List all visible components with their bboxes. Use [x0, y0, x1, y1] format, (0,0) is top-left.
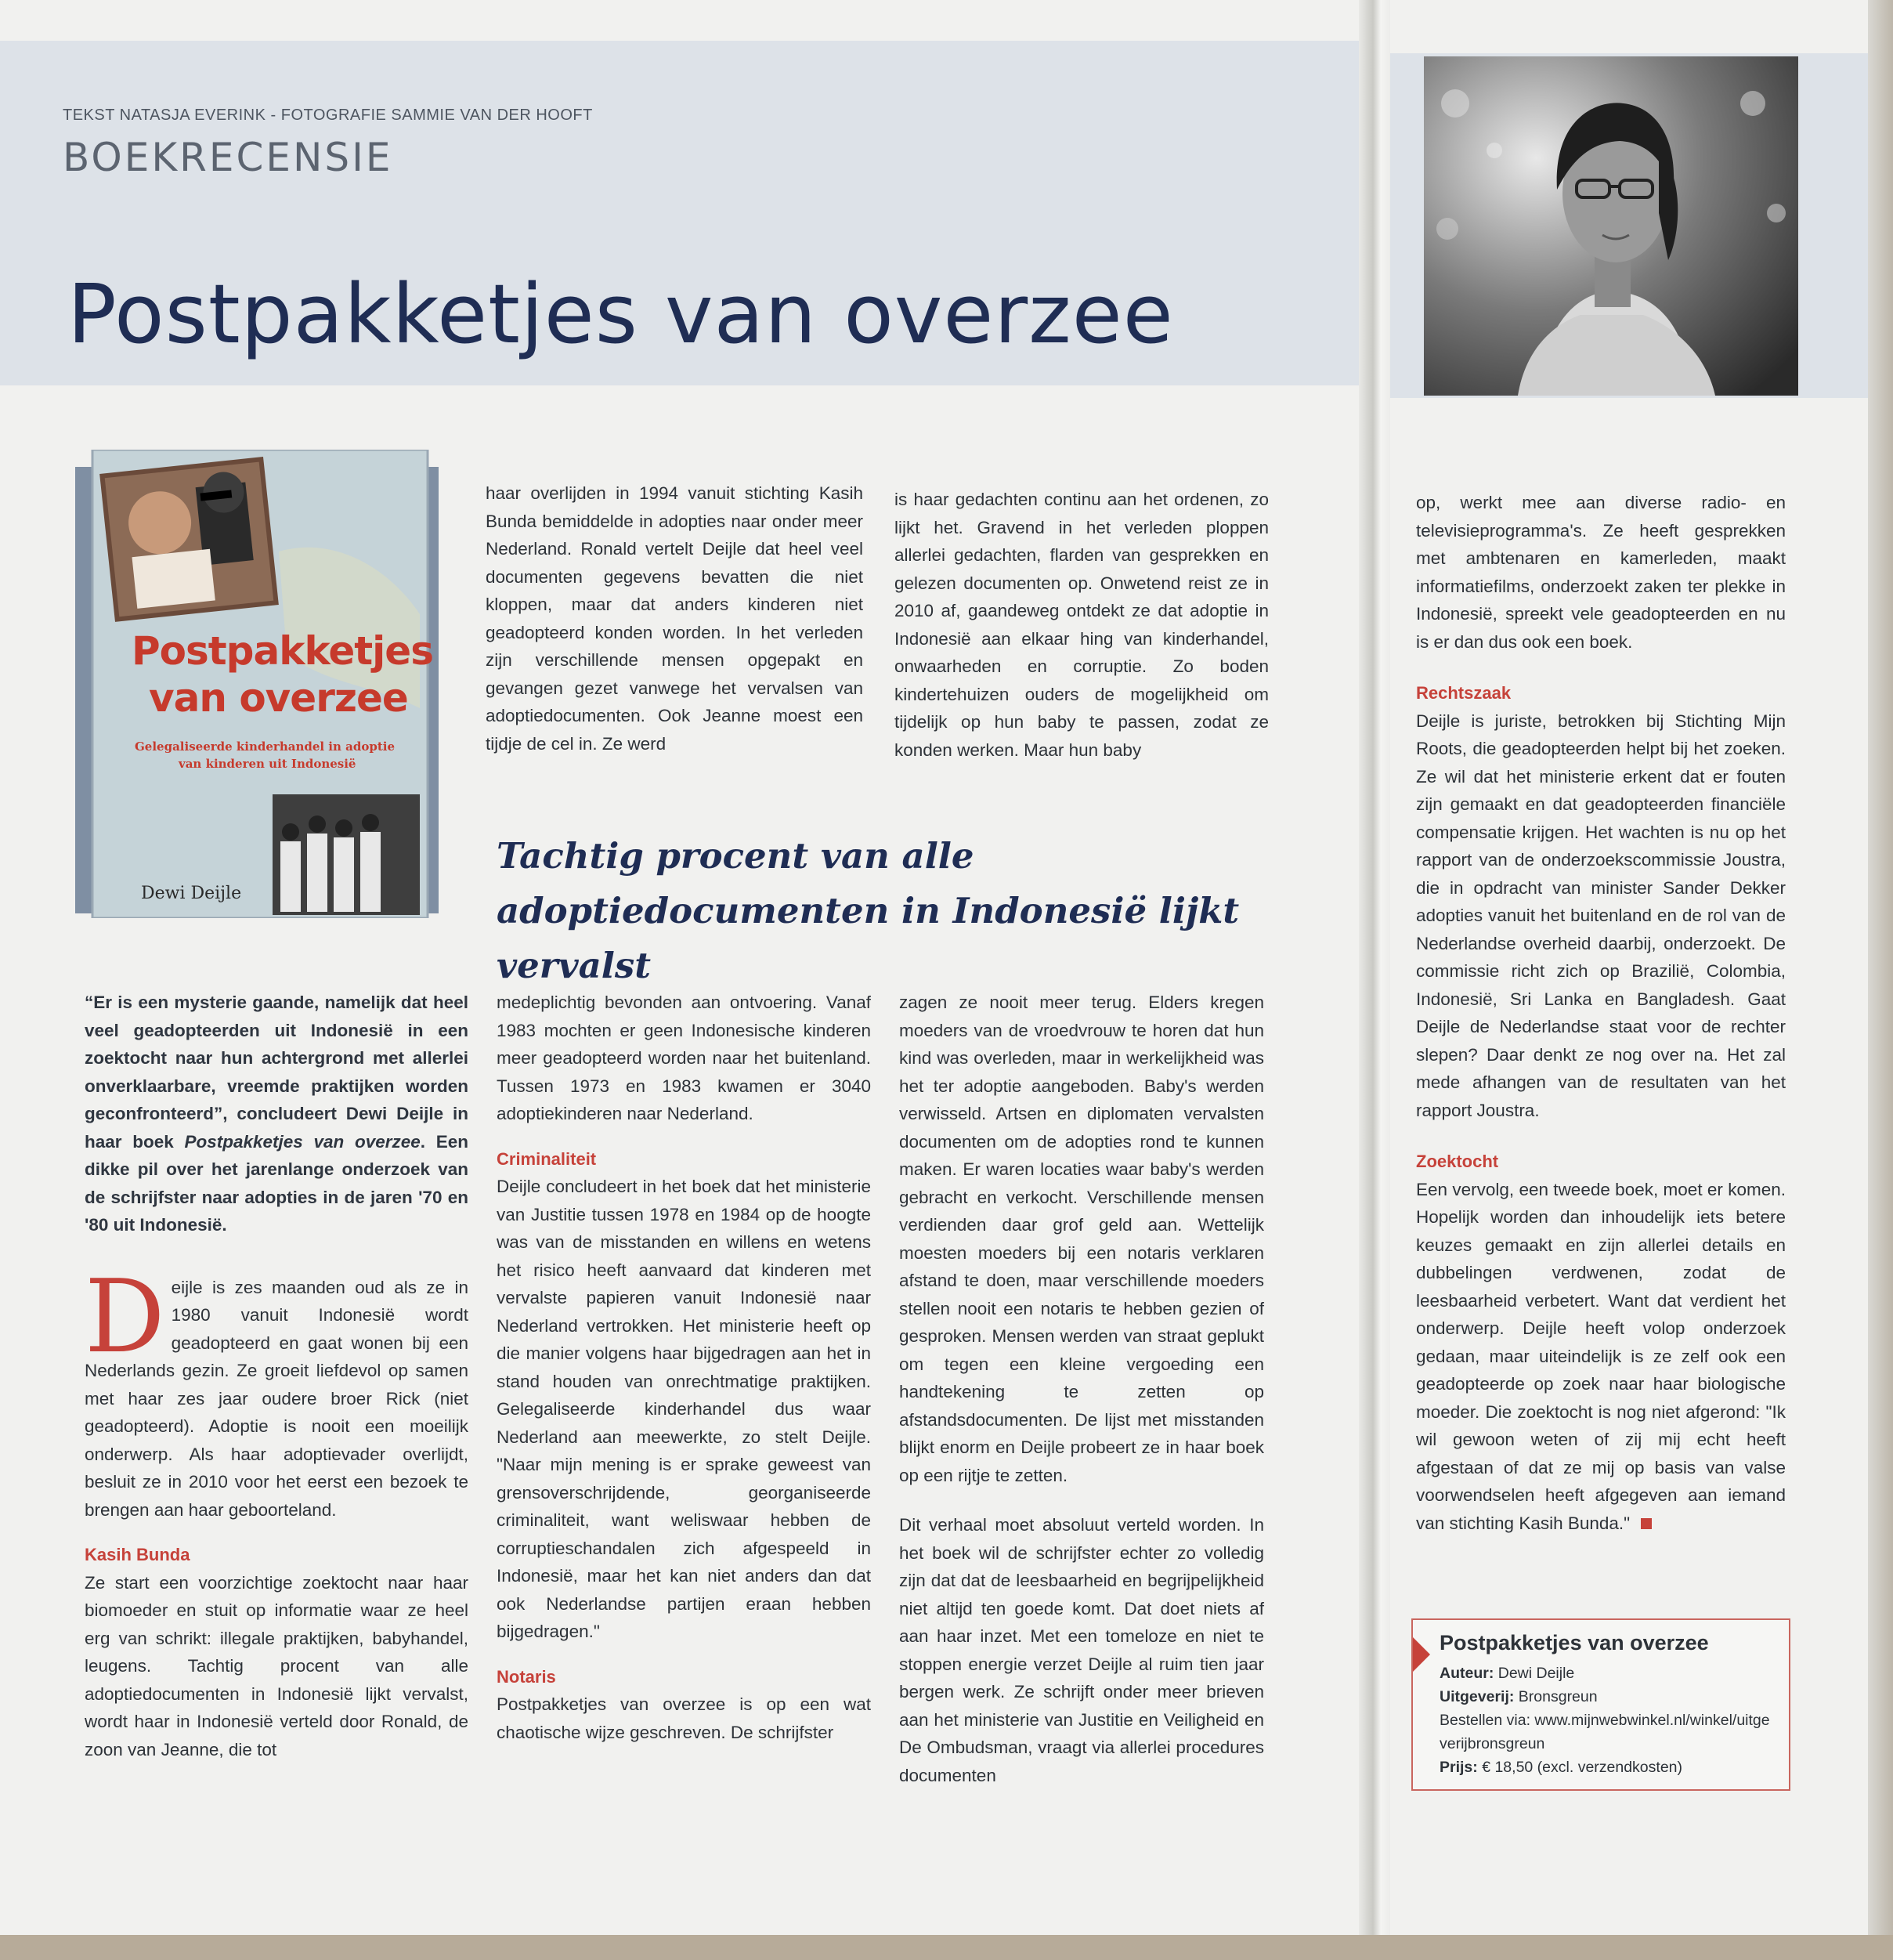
column-1: [85, 989, 468, 1763]
info-order: [1440, 1709, 1775, 1756]
page-edge: [1868, 0, 1893, 1960]
col1-paragraph-2: Ze start een voorzichtige zoektocht naar haar biomoeder en stuit op informatie waar ze heel erg van schrikt: illegale praktijken, babyhandel, leugens. Tachtig procent van alle adoptiedocumenten in Indonesië lijkt vervalst, wordt haar in Indonesië verteld door Ronald, de zoon van Jeanne, die tot: [85, 1572, 468, 1759]
arrow-icon: [1413, 1637, 1430, 1672]
col2-paragraph-1: medeplichtig bevonden aan ontvoering. Vanaf 1983 mochten er geen Indonesische kinderen meer geadopteerd worden naar het buitenland. Tussen 1973 en 1983 kwamen er 3040 adoptiekinderen naar Nederland.: [497, 993, 871, 1123]
info-title: Postpakketjes van overzee: [1440, 1631, 1709, 1654]
drop-cap: D: [85, 1258, 165, 1376]
info-author: [1440, 1662, 1775, 1685]
publisher-label: Uitgeverij:: [1440, 1688, 1515, 1705]
subheading-criminaliteit: Criminaliteit: [497, 1148, 597, 1169]
book-cover: [75, 450, 448, 918]
page-gutter: [1359, 0, 1390, 1943]
pull-quote: Tachtig procent van alle adoptiedocumenten in Indonesië lijkt vervalst: [497, 835, 1240, 986]
col3-paragraph-1: zagen ze nooit meer terug. Elders kregen moeders van de vroedvrouw te horen dat hun kind was overleden, maar in werkelijkheid was het ter adoptie aangeboden. Baby's werden verwisseld. Artsen en diplomaten vervalsten documenten om de adopties rond te kunnen maken. Er waren locaties waar baby's werden gebracht en verkocht. Verschillende mensen verdienden daar grof geld aan. Wettelijk moesten moeders bij een notaris verklaren afstand te doen, maar verschillende moeders stellen nooit een notaris te hebben gezien of gesproken. Mensen werden van straat geplukt om tegen een kleine vergoeding een handtekening te zetten op afstandsdocumenten. De lijst met misstanden blijkt enorm en Deijle probeert ze in haar boek op een rijtje te zetten.: [899, 993, 1264, 1485]
subheading-rechtszaak: Rechtszaak: [1416, 683, 1512, 703]
col4-paragraph-2: Deijle is juriste, betrokken bij Stichting Mijn Roots, die geadopteerden helpt bij het zoeken. Ze wil dat het ministerie erkent dat er fouten zijn gemaakt en dat geadopteerden financiële compensatie krijgen. Het wachten is nu op het rapport van de onderzoekscommissie Joustra, die in opdracht van minister Sander Dekker adopties vanuit het buitenland en de rol van de Nederlandse overheid daarbij, onderzoekt. De commissie richt zich op Brazilië, Colombia, Indonesië, Sri Lanka en Bangladesh. Gaat Deijle de Nederlandse staat voor de rechter slepen? Daar denkt ze nog over na. Het zal mede afhangen van de resultaten van het rapport Joustra.: [1416, 711, 1786, 1120]
cover-author: Dewi Deijle: [141, 884, 242, 903]
price-value: € 18,50 (excl. verzendkosten): [1482, 1759, 1683, 1776]
price-label: Prijs:: [1440, 1759, 1478, 1776]
subheading-notaris: Notaris: [497, 1666, 556, 1687]
col4-paragraph-1: op, werkt mee aan diverse radio- en televisieprogramma's. Ze heeft gesprekken met ambtenaren en kamerleden, maakt informatiefilms, onderzoekt zaken ter plekke in Indonesië, spreekt vele geadopteerden en nu is er dan dus ook een boek.: [1416, 493, 1786, 652]
cover-bottom-photo: [75, 450, 448, 918]
intro-text-b: . Een dikke pil over het jarenlange onderzoek van de schrijfster naar adopties in de jaren '70 en '80 uit Indonesië.: [85, 1131, 468, 1235]
credit-line: TEKST NATASJA EVERINK - FOTOGRAFIE SAMMIE VAN DER HOOFT: [63, 107, 593, 124]
publisher-value: Bronsgreun: [1518, 1688, 1598, 1705]
cover-subtitle-line1: Gelegaliseerde kinderhandel in adoptie: [135, 740, 395, 754]
intro-paragraph: [85, 989, 468, 1239]
article-title: Postpakketjes van overzee: [67, 266, 1174, 362]
col3-top-text: is haar gedachten continu aan het ordenen, zo lijkt het. Gravend in het verleden ploppen allerlei gedachten, flarden van gesprekken en gelezen documenten op. Onwetend reist ze in 2010 af, gaandeweg ontdekt ze dat adoptie in Indonesië aan elkaar hing van kinderhandel, onwaarheden en corruptie. Zo boden kindertehuizen ouders de mogelijkheid om tijdelijk op hun baby te passen, zodat ze konden werken. Maar hun baby: [894, 490, 1269, 760]
end-mark-icon: [1641, 1518, 1652, 1529]
book-info-box: [1411, 1618, 1790, 1791]
col3-paragraph-2: Dit verhaal moet absoluut verteld worden. In het boek wil de schrijfster echter zo volledig zijn dat dat de leesbaarheid en begrijpelijkheid niet altijd ten goede komt. Dat doet niets af aan haar inzet. Met een tomeloze en niet te stoppen energie verzet Deijle al ruim tien jaar bergen werk. Ze schrijft onder meer brieven aan het ministerie van Justitie en Veiligheid en De Ombudsman, vraagt via allerlei procedures documenten: [899, 1515, 1264, 1785]
intro-book-title: Postpakketjes van overzee: [184, 1131, 421, 1152]
col4-p3-text: Een vervolg, een tweede boek, moet er komen. Hopelijk worden dan inhoudelijk iets betere keuzes gemaakt en zijn allerlei details en dubbelingen verdwenen, zodat de leesbaarheid verbetert. Want dat verdient het onderwerp. Deijle heeft volop onderzoek gedaan, maar uiteindelijk is ze zelf ook een geadopteerde op zoek naar haar biologische moeder. Die zoektocht is nog niet afgerond: "Ik wil gewoon weten of zij mij echt heeft afgestaan of dat ze mij op basis van valse voorwendselen heeft afgegeven aan iemand van stichting Kasih Bunda.": [1416, 1179, 1786, 1533]
column-2-top: [486, 479, 863, 758]
subheading-zoektocht: Zoektocht: [1416, 1152, 1499, 1171]
cover-title-line1: Postpakketjes: [132, 628, 433, 674]
intro-text-a: “Er is een mysterie gaande, namelijk dat heel veel geadopteerden uit Indonesië in een zoektocht naar hun achtergrond met allerlei onverklaarbare, vreemde praktijken worden geconfronteerd”, concludeert Dewi Deijle in haar boek: [85, 993, 468, 1152]
cover-title-line2: van overzee: [149, 675, 408, 721]
order-url: www.mijnwebwinkel.nl/winkel/uitgeverijbronsgreun: [1440, 1712, 1770, 1752]
column-2: [497, 989, 871, 1746]
column-3-top: [894, 486, 1269, 764]
order-label: Bestellen via:: [1440, 1712, 1530, 1729]
col2-top-text: haar overlijden in 1994 vanuit stichting Kasih Bunda bemiddelde in adopties naar onder meer Nederland. Ronald vertelt Deijle dat heel veel documenten gegevens bevatten die niet kloppen, maar dat anders kinderen niet geadopteerd konden worden. In het verleden zijn verschillende mensen opgepakt en gevangen gezet vanwege het vervalsen van adoptiedocumenten. Ook Jeanne moest een tijdje de cel in. Ze werd: [486, 483, 863, 754]
info-price: [1440, 1756, 1775, 1779]
author-value: Dewi Deijle: [1497, 1665, 1575, 1682]
column-3: [899, 989, 1264, 1789]
column-4: [1416, 489, 1786, 1537]
col1-p1-text: eijle is zes maanden oud als ze in 1980 vanuit Indonesië wordt geadopteerd en gaat wonen bij een Nederlands gezin. Ze groeit liefdevol op samen met haar zes jaar oudere broer Rick (niet geadopteerd). Adoptie is nooit een moeilijk onderwerp. Als haar adoptievader overlijdt, besluit ze in 2010 voor het eerst een bezoek te brengen aan haar geboorteland.: [85, 1277, 468, 1520]
col2-paragraph-3: Postpakketjes van overzee is op een wat chaotische wijze geschreven. De schrijfster: [497, 1694, 871, 1742]
author-portrait-photo: [1424, 56, 1798, 396]
info-publisher: [1440, 1685, 1775, 1709]
col4-paragraph-3: [1416, 1176, 1786, 1538]
subheading-kasih-bunda: Kasih Bunda: [85, 1545, 190, 1564]
col1-paragraph-1: [85, 1258, 468, 1524]
portrait-illustration: [1424, 56, 1798, 396]
background-floor: [0, 1935, 1893, 1960]
section-label: BOEKRECENSIE: [63, 135, 393, 180]
author-label: Auteur:: [1440, 1665, 1494, 1682]
col2-paragraph-2: Deijle concludeert in het boek dat het ministerie van Justitie tussen 1978 en 1984 op de hoogte was van de misstanden en willens en wetens het risico heeft aanvaard dat kinderen met vervalste papieren vanuit Indonesië naar Nederland vertrokken. Het ministerie heeft op die manier volgens haar bijgedragen aan het in stand houden van onrechtmatige praktijken. Gelegaliseerde kinderhandel dus waar Nederland aan meewerkte, zo stelt Deijle. "Naar mijn mening is er sprake geweest van grensoverschrijdende, georganiseerde criminaliteit, want weliswaar hebben de corruptieschandalen zich afgespeeld in Indonesië, maar het kan niet anders dan dat ook Nederlandse partijen eraan hebben bijgedragen.": [497, 1177, 871, 1641]
cover-subtitle-line2: van kinderen uit Indonesië: [179, 757, 356, 771]
